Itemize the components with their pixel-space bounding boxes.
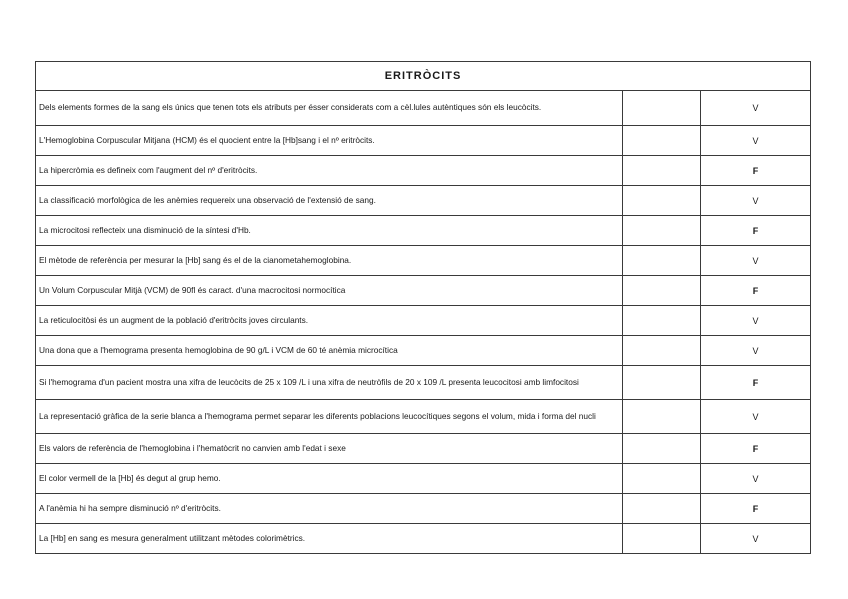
statement-cell: Un Volum Corpuscular Mitjà (VCM) de 90fl és caract. d'una macrocitosi normocítica <box>36 276 623 306</box>
quiz-table <box>35 61 811 554</box>
table-row <box>36 336 811 366</box>
answer-cell: F <box>701 434 811 464</box>
statement-cell: La hipercròmia es defineix com l'augment del nº d'eritròcits. <box>36 156 623 186</box>
empty-answer-cell <box>623 216 701 246</box>
answer-cell: V <box>701 306 811 336</box>
table-row <box>36 216 811 246</box>
answer-cell: V <box>701 91 811 126</box>
statement-cell: El color vermell de la [Hb] és degut al grup hemo. <box>36 464 623 494</box>
table-row <box>36 524 811 554</box>
statement-cell: La reticulocitòsi és un augment de la població d'eritròcits joves circulants. <box>36 306 623 336</box>
empty-answer-cell <box>623 524 701 554</box>
statement-cell: L'Hemoglobina Corpuscular Mitjana (HCM) és el quocient entre la [Hb]sang i el nº eritròcits. <box>36 126 623 156</box>
empty-answer-cell <box>623 156 701 186</box>
table-row <box>36 126 811 156</box>
empty-answer-cell <box>623 91 701 126</box>
statement-cell: Si l'hemograma d'un pacient mostra una xifra de leucòcits de 25 x 109 /L i una xifra de neutròfils de 20 x 109 /L presenta leucocitosi amb limfocitosi <box>36 366 623 400</box>
statement-cell: A l'anèmia hi ha sempre disminució nº d'eritròcits. <box>36 494 623 524</box>
empty-answer-cell <box>623 276 701 306</box>
table-row <box>36 464 811 494</box>
table-row <box>36 366 811 400</box>
table-row <box>36 434 811 464</box>
table-row <box>36 276 811 306</box>
empty-answer-cell <box>623 336 701 366</box>
answer-cell: V <box>701 186 811 216</box>
statement-cell: La classificació morfològica de les anèmies requereix una observació de l'extensió de sang. <box>36 186 623 216</box>
answer-cell: V <box>701 524 811 554</box>
table-row <box>36 156 811 186</box>
statement-cell: La [Hb] en sang es mesura generalment utilitzant mètodes colorimètrics. <box>36 524 623 554</box>
answer-cell: F <box>701 156 811 186</box>
empty-answer-cell <box>623 186 701 216</box>
table-title: ERITRÒCITS <box>36 62 811 91</box>
statement-cell: El mètode de referència per mesurar la [Hb] sang és el de la cianometahemoglobina. <box>36 246 623 276</box>
statement-cell: Dels elements formes de la sang els únics que tenen tots els atributs per ésser considerats com a cèl.lules autèntiques són els leucòcits. <box>36 91 623 126</box>
empty-answer-cell <box>623 366 701 400</box>
table-row <box>36 494 811 524</box>
answer-cell: F <box>701 276 811 306</box>
answer-cell: V <box>701 464 811 494</box>
empty-answer-cell <box>623 126 701 156</box>
empty-answer-cell <box>623 434 701 464</box>
answer-cell: V <box>701 400 811 434</box>
answer-cell: F <box>701 366 811 400</box>
answer-cell: F <box>701 216 811 246</box>
table-row <box>36 186 811 216</box>
statement-cell: Una dona que a l'hemograma presenta hemoglobina de 90 g/L i VCM de 60 té anèmia microcítica <box>36 336 623 366</box>
statement-cell: La representació gràfica de la serie blanca a l'hemograma permet separar les diferents poblacions leucocítiques segons el volum, mida i forma del nucli <box>36 400 623 434</box>
table-row <box>36 400 811 434</box>
empty-answer-cell <box>623 246 701 276</box>
empty-answer-cell <box>623 464 701 494</box>
answer-cell: F <box>701 494 811 524</box>
empty-answer-cell <box>623 306 701 336</box>
empty-answer-cell <box>623 494 701 524</box>
statement-cell: La microcitosi reflecteix una disminució de la síntesi d'Hb. <box>36 216 623 246</box>
table-row <box>36 91 811 126</box>
answer-cell: V <box>701 246 811 276</box>
answer-cell: V <box>701 126 811 156</box>
table-row <box>36 306 811 336</box>
answer-cell: V <box>701 336 811 366</box>
table-row <box>36 246 811 276</box>
empty-answer-cell <box>623 400 701 434</box>
statement-cell: Els valors de referència de l'hemoglobina i l'hematòcrit no canvien amb l'edat i sexe <box>36 434 623 464</box>
